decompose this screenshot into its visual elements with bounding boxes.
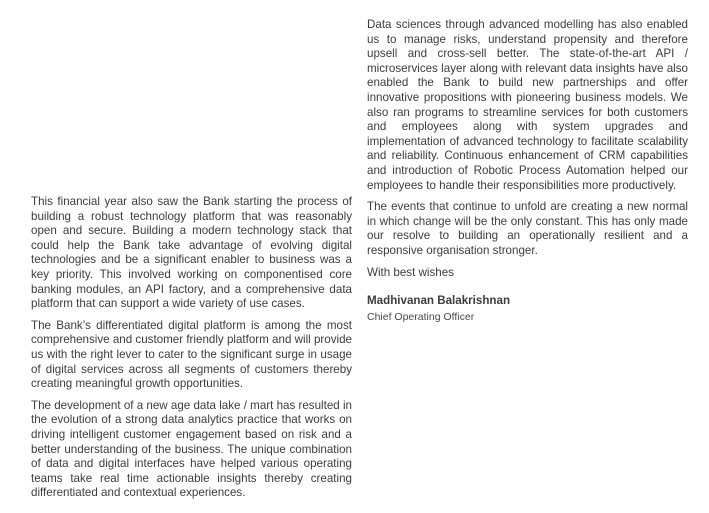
right-column (367, 18, 688, 324)
paragraph-data-lake: The development of a new age data lake / mart has resulted in the evolution of a strong data analytics practice that works on driving intelligent customer engagement based on risk and a better understanding of the business. The unique combination of data and digital interfaces have helped various operating teams take real time actionable insights thereby creating differentiated and contextual experiences. (31, 398, 352, 500)
closing-line: With best wishes (367, 265, 454, 279)
paragraph-new-normal: The events that continue to unfold are creating a new normal in which change will be the only constant. This has only made our resolve to building an operationally resilient and a responsive organisation stronger. (367, 200, 688, 257)
paragraph-technology-platform: This financial year also saw the Bank starting the process of building a robust technology platform that was reasonably open and secure. Building a modern technology stack that could help the Bank take advantage of evolving digital technologies and be a significant enabler to business was a key priority. This involved working on componentised core banking modules, an API factory, and a comprehensive data platform that can support a wide variety of use cases. (31, 195, 352, 311)
paragraph-digital-platform: The Bank’s differentiated digital platform is among the most comprehensive and customer friendly platform and will provide us with the right lever to cater to the significant surge in usage of digital services across all segments of customers thereby creating meaningful growth opportunities. (31, 318, 352, 391)
signatory-title: Chief Operating Officer (367, 310, 475, 323)
left-column (31, 195, 352, 508)
paragraph-data-sciences: Data sciences through advanced modelling has also enabled us to manage risks, understand propensity and therefore upsell and cross-sell better. The state-of-the-art API / microservices layer along with relevant data insights have also enabled the Bank to build new partnerships and offer innovative propositions with pioneering business models. We also ran programs to streamline services for both customers and employees along with system upgrades and implementation of advanced technology to facilitate scalability and reliability. Continuous enhancement of CRM capabilities and introduction of Robotic Process Automation helped our employees to handle their responsibilities more productively. (367, 18, 688, 192)
signatory-name: Madhivanan Balakrishnan (367, 294, 511, 308)
